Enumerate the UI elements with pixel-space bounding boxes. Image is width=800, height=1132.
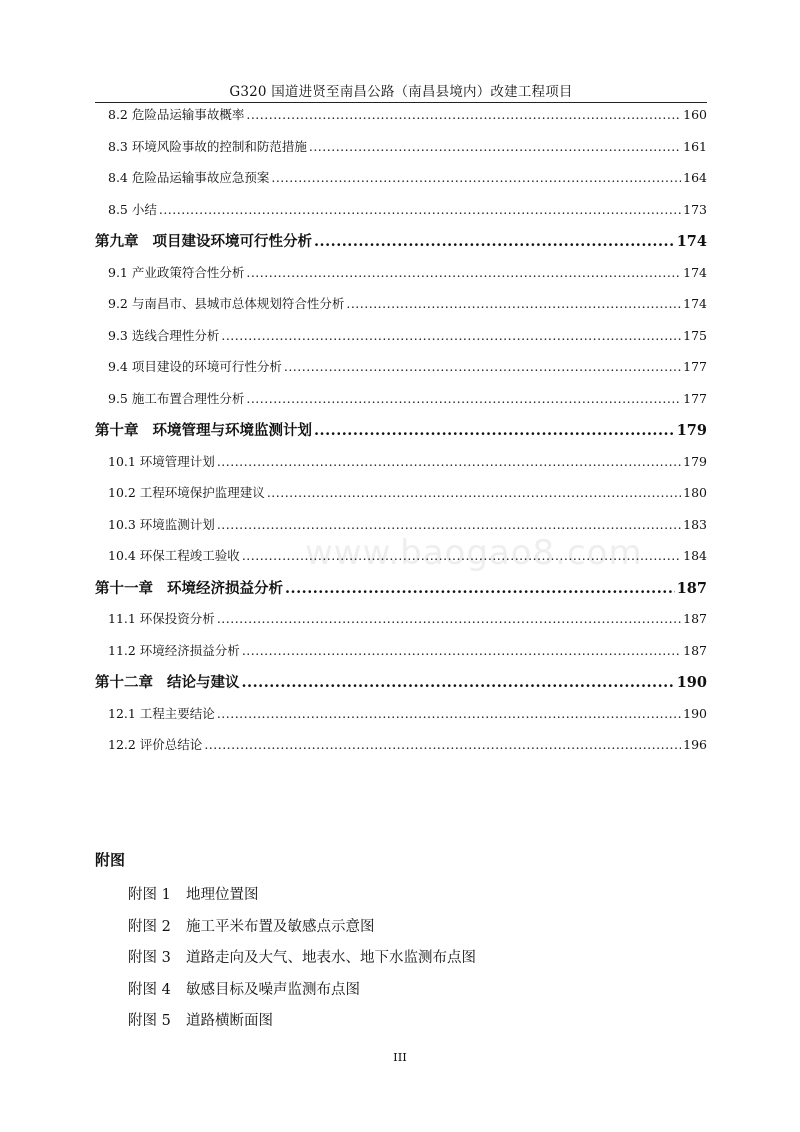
toc-page-number: 190 [683, 705, 707, 721]
toc-chapter-11[interactable] [95, 577, 707, 609]
toc-label: 8.2 危险品运输事故概率 [108, 107, 245, 122]
toc-entry-12-1[interactable] [95, 703, 707, 735]
toc-entry-10-2[interactable] [95, 482, 707, 514]
toc-page-number: 177 [683, 390, 707, 406]
toc-label: 8.3 环境风险事故的控制和防范措施 [108, 138, 307, 154]
toc-page-number: 184 [683, 548, 707, 563]
toc-label: 9.2 与南昌市、县城市总体规划符合性分析 [108, 296, 345, 311]
toc-label: 11.2 环境经济损益分析 [108, 642, 240, 658]
figure-number: 附图 1 [128, 887, 171, 903]
figure-item-2[interactable] [95, 916, 707, 948]
toc-label: 10.1 环境管理计划 [108, 453, 215, 469]
toc-entry-8-3[interactable] [95, 136, 707, 168]
toc-label: 9.3 选线合理性分析 [108, 327, 220, 343]
figure-name: 道路走向及大气、地表水、地下水监测布点图 [186, 950, 476, 966]
figure-name: 道路横断面图 [186, 1013, 273, 1029]
figure-name: 敏感目标及噪声监测布点图 [186, 981, 360, 998]
page-header: G320 国道进贤至南昌公路（南昌县境内）改建工程项目 [229, 84, 573, 100]
leader-dots [309, 136, 681, 158]
toc-chapter-12[interactable] [95, 671, 707, 703]
leader-dots [242, 671, 675, 695]
toc-entry-10-4[interactable] [95, 545, 707, 577]
watermark: www.baogao8.com [305, 533, 643, 573]
header-rule [95, 102, 707, 103]
chapter-number: 第十一章 [95, 579, 153, 597]
toc-label: 9.5 施工布置合理性分析 [108, 390, 245, 406]
chapter-number: 第十二章 [95, 674, 153, 691]
toc-page-number: 180 [683, 485, 707, 500]
leader-dots [285, 577, 675, 601]
leader-dots [221, 325, 681, 347]
toc-page-number: 183 [683, 516, 707, 532]
toc-entry-8-5[interactable] [95, 199, 707, 231]
toc-label: 12.1 工程主要结论 [108, 705, 215, 721]
chapter-title: 结论与建议 [167, 674, 240, 691]
toc-page-number: 175 [683, 327, 707, 343]
leader-dots [242, 640, 681, 662]
leader-dots [346, 293, 681, 315]
leader-dots [271, 167, 681, 189]
chapter-title: 环境经济损益分析 [167, 579, 283, 597]
figure-number: 附图 4 [128, 981, 171, 998]
figure-item-4[interactable] [95, 979, 707, 1011]
leader-dots [217, 514, 681, 536]
toc-label: 9.4 项目建设的环境可行性分析 [108, 359, 282, 374]
toc-entry-11-1[interactable] [95, 608, 707, 640]
toc-page-number: 174 [683, 296, 707, 311]
toc-label: 12.2 评价总结论 [108, 737, 203, 752]
table-of-contents [95, 104, 707, 766]
chapter-title: 环境管理与环境监测计划 [152, 422, 312, 439]
toc-page-number: 160 [683, 107, 707, 122]
toc-entry-10-1[interactable] [95, 451, 707, 483]
toc-label: 10.2 工程环境保护监理建议 [108, 485, 265, 500]
leader-dots [314, 419, 675, 443]
leader-dots [159, 199, 681, 221]
leader-dots [267, 482, 681, 504]
leader-dots [314, 230, 675, 254]
toc-page-number: 179 [676, 422, 707, 439]
figure-item-5[interactable] [95, 1010, 707, 1042]
toc-page-number: 164 [683, 170, 707, 185]
leader-dots [204, 734, 681, 756]
chapter-number: 第九章 [95, 233, 139, 250]
toc-page-number: 177 [683, 359, 707, 374]
toc-page-number: 190 [676, 674, 707, 691]
leader-dots [217, 608, 681, 630]
figure-name: 地理位置图 [186, 887, 259, 903]
toc-page-number: 174 [683, 264, 707, 280]
figure-name: 施工平米布置及敏感点示意图 [186, 918, 375, 935]
toc-entry-8-2[interactable] [95, 104, 707, 136]
toc-entry-10-3[interactable] [95, 514, 707, 546]
toc-label: 9.1 产业政策符合性分析 [108, 264, 245, 280]
toc-page-number: 187 [683, 642, 707, 658]
figure-list-title: 附图 [95, 851, 126, 869]
page-number: III [393, 1050, 407, 1064]
toc-chapter-10[interactable] [95, 419, 707, 451]
chapter-title: 项目建设环境可行性分析 [152, 233, 312, 250]
leader-dots [217, 451, 681, 473]
toc-entry-8-4[interactable] [95, 167, 707, 199]
toc-label: 8.5 小结 [108, 201, 157, 217]
leader-dots [246, 388, 681, 410]
toc-label: 10.4 环保工程竣工验收 [108, 548, 240, 563]
toc-page-number: 173 [683, 201, 707, 217]
figure-number: 附图 5 [128, 1013, 171, 1029]
toc-chapter-9[interactable] [95, 230, 707, 262]
toc-entry-9-1[interactable] [95, 262, 707, 294]
leader-dots [217, 703, 681, 725]
toc-label: 11.1 环保投资分析 [108, 611, 215, 626]
toc-entry-9-5[interactable] [95, 388, 707, 420]
toc-page-number: 174 [676, 233, 707, 250]
chapter-number: 第十章 [95, 422, 139, 439]
figure-item-1[interactable] [95, 884, 707, 916]
leader-dots [246, 262, 681, 284]
figure-number: 附图 2 [128, 918, 171, 935]
toc-entry-12-2[interactable] [95, 734, 707, 766]
toc-page-number: 196 [683, 737, 707, 752]
toc-entry-9-2[interactable] [95, 293, 707, 325]
toc-page-number: 187 [676, 579, 707, 597]
toc-entry-11-2[interactable] [95, 640, 707, 672]
leader-dots [242, 545, 681, 567]
figure-item-3[interactable] [95, 947, 707, 979]
toc-entry-9-4[interactable] [95, 356, 707, 388]
figure-list [95, 848, 707, 1042]
leader-dots [246, 104, 681, 126]
toc-page-number: 179 [683, 453, 707, 469]
toc-page-number: 187 [683, 611, 707, 626]
toc-label: 8.4 危险品运输事故应急预案 [108, 170, 270, 185]
toc-label: 10.3 环境监测计划 [108, 516, 215, 532]
toc-page-number: 161 [683, 138, 707, 154]
toc-entry-9-3[interactable] [95, 325, 707, 357]
figure-number: 附图 3 [128, 950, 171, 966]
leader-dots [284, 356, 681, 378]
